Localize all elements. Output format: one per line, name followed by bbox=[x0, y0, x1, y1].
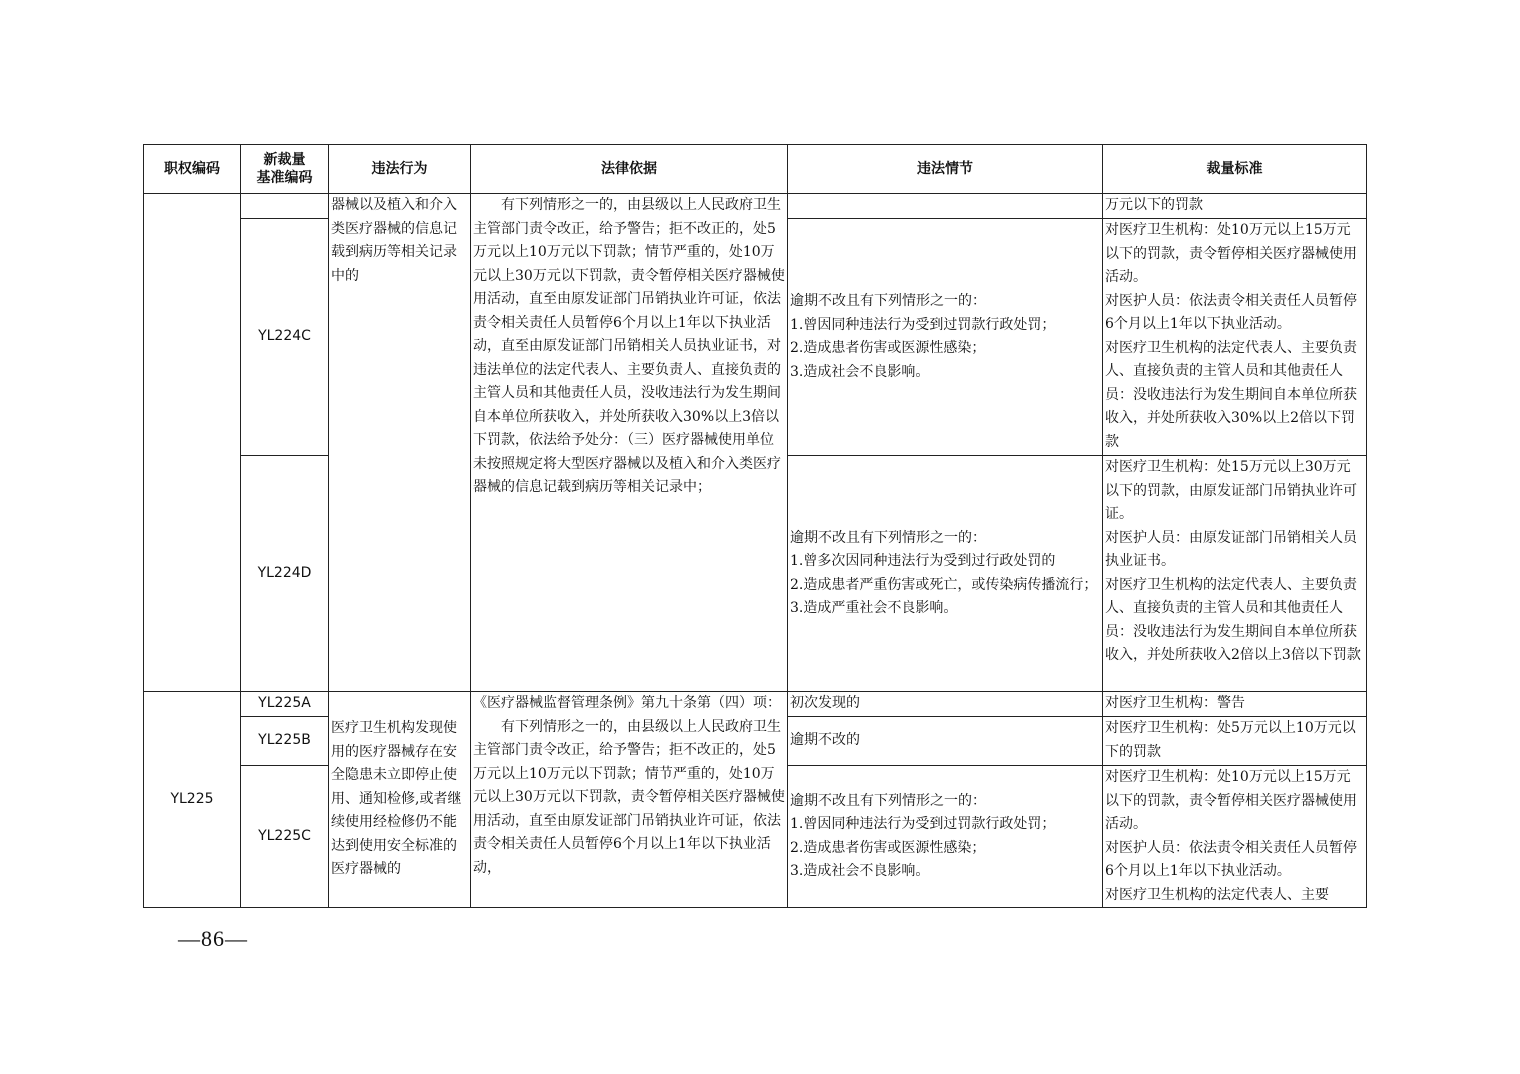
header-new-code bbox=[241, 145, 329, 194]
standard-cell: 对医疗卫生机构：处10万元以上15万元以下的罚款，责令暂停相关医疗器械使用活动。 对医护人员：依法责令相关责任人员暂停6个月以上1年以下执业活动。 对医疗卫生机构的法定代表人、主要负责人、直接负责的主管人员和其他责任人员：没收违法行为发生期间自本单位所获收入，并处所获收入30%以上2倍以下罚款 bbox=[1103, 219, 1367, 456]
new-code-cell: YL225C bbox=[241, 766, 329, 908]
power-code-cell-empty bbox=[144, 194, 241, 692]
page-number: —86— bbox=[178, 926, 248, 951]
behavior-cell: 器械以及植入和介入类医疗器械的信息记载到病历等相关记录中的 bbox=[329, 194, 471, 692]
header-new-code-line1: 新裁量 bbox=[263, 152, 306, 168]
basis-title: 《医疗器械监督管理条例》第九十条第（四）项： bbox=[473, 695, 781, 711]
circumstance-cell: 逾期不改的 bbox=[788, 717, 1103, 766]
circumstance-cell: 逾期不改且有下列情形之一的： 1.曾多次因同种违法行为受到过行政处罚的 2.造成患者严重伤害或死亡，或传染病传播流行； 3.造成严重社会不良影响。 bbox=[788, 456, 1103, 692]
header-behavior: 违法行为 bbox=[329, 145, 471, 194]
header-power-code: 职权编码 bbox=[144, 145, 241, 194]
standard-cell: 对医疗卫生机构：警告 bbox=[1103, 692, 1367, 717]
standard-cell: 对医疗卫生机构：处5万元以上10万元以下的罚款 bbox=[1103, 717, 1367, 766]
new-code-cell: YL225B bbox=[241, 717, 329, 766]
new-code-cell-empty bbox=[241, 194, 329, 219]
header-basis: 法律依据 bbox=[471, 145, 788, 194]
standard-cell: 对医疗卫生机构：处15万元以上30万元以下的罚款，由原发证部门吊销执业许可证。 对医护人员：由原发证部门吊销相关人员执业证书。 对医疗卫生机构的法定代表人、主要负责人、直接负责的主管人员和其他责任人员：没收违法行为发生期间自本单位所获收入，并处所获收入2倍以上3倍以下罚款 bbox=[1103, 456, 1367, 692]
standard-cell: 对医疗卫生机构：处10万元以上15万元以下的罚款，责令暂停相关医疗器械使用活动。 对医护人员：依法责令相关责任人员暂停6个月以上1年以下执业活动。 对医疗卫生机构的法定代表人、主要 bbox=[1103, 766, 1367, 908]
new-code-cell: YL224C bbox=[241, 219, 329, 456]
table-row bbox=[144, 194, 1367, 219]
power-code-cell: YL225 bbox=[144, 692, 241, 908]
table-header-row bbox=[144, 145, 1367, 194]
header-circumstance: 违法情节 bbox=[788, 145, 1103, 194]
new-code-cell: YL224D bbox=[241, 456, 329, 692]
header-new-code-line2: 基准编码 bbox=[256, 170, 313, 186]
circumstance-cell-empty bbox=[788, 194, 1103, 219]
basis-cell bbox=[471, 692, 788, 908]
behavior-cell: 医疗卫生机构发现使用的医疗器械存在安全隐患未立即停止使用、通知检修,或者继续使用经检修仍不能达到使用安全标准的医疗器械的 bbox=[329, 692, 471, 908]
basis-text: 有下列情形之一的，由县级以上人民政府卫生主管部门责令改正，给予警告；拒不改正的，处5万元以上10万元以下罚款；情节严重的，处10万元以上30万元以下罚款，责令暂停相关医疗器械使用活动，直至由原发证部门吊销执业许可证，依法责令相关责任人员暂停6个月以上1年以下执业活动， bbox=[473, 718, 785, 876]
circumstance-cell: 初次发现的 bbox=[788, 692, 1103, 717]
circumstance-cell: 逾期不改且有下列情形之一的： 1.曾因同种违法行为受到过罚款行政处罚； 2.造成患者伤害或医源性感染； 3.造成社会不良影响。 bbox=[788, 766, 1103, 908]
penalty-standard-table bbox=[143, 144, 1367, 908]
standard-cell: 万元以下的罚款 bbox=[1103, 194, 1367, 219]
table-row bbox=[144, 692, 1367, 717]
header-standard: 裁量标准 bbox=[1103, 145, 1367, 194]
basis-cell: 有下列情形之一的，由县级以上人民政府卫生主管部门责令改正，给予警告；拒不改正的，处5万元以上10万元以下罚款；情节严重的，处10万元以上30万元以下罚款，责令暂停相关医疗器械使用活动，直至由原发证部门吊销执业许可证，依法责令相关责任人员暂停6个月以上1年以下执业活动，直至由原发证部门吊销相关人员执业证书，对违法单位的法定代表人、主要负责人、直接负责的主管人员和其他责任人员，没收违法行为发生期间自本单位所获收入，并处所获收入30%以上3倍以下罚款，依法给予处分：（三）医疗器械使用单位未按照规定将大型医疗器械以及植入和介入类医疗器械的信息记载到病历等相关记录中； bbox=[471, 194, 788, 692]
circumstance-cell: 逾期不改且有下列情形之一的： 1.曾因同种违法行为受到过罚款行政处罚； 2.造成患者伤害或医源性感染； 3.造成社会不良影响。 bbox=[788, 219, 1103, 456]
new-code-cell: YL225A bbox=[241, 692, 329, 717]
